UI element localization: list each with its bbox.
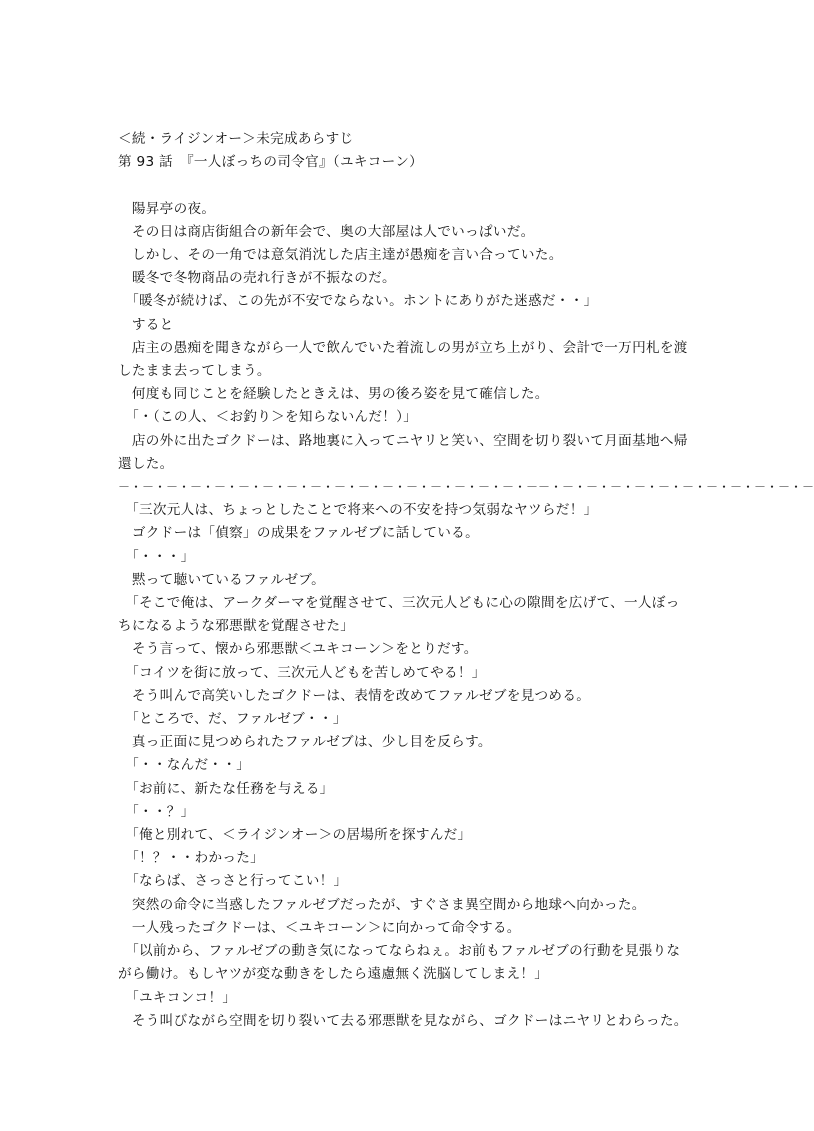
paragraph: 暖冬で冬物商品の売れ行きが不振なのだ。 (118, 270, 396, 287)
paragraph: 陽昇亭の夜。 (118, 200, 216, 217)
paragraph: 「ユキコンコ！」 (118, 989, 237, 1006)
paragraph: 「以前から、ファルゼブの動き気になってならねぇ。お前もファルゼブの行動を見張りながら働け。もしヤツが変な動きをしたら遠慮無く洗脳してしまえ！」 (118, 943, 681, 983)
paragraph: 「お前に、新たな任務を与える」 (118, 780, 334, 797)
paragraph: 「ならば、さっさと行ってこい！」 (118, 873, 348, 890)
paragraph: 店主の愚痴を聞きながら一人で飲んでいた着流しの男が立ち上がり、会計で一万円札を渡したまま去ってしまう。 (118, 339, 688, 380)
paragraph: 突然の命令に当惑したファルゼブだったが、すぐさま異空間から地球へ向かった。 (118, 896, 646, 913)
paragraph: 「三次元人は、ちょっとしたことで将来への不安を持つ気弱なヤツらだ！」 (118, 502, 598, 519)
paragraph: そう叫びながら空間を切り裂いて去る邪悪獣を見ながら、ゴクドーはニヤリとわらった。 (118, 1012, 688, 1029)
paragraph: 真っ正面に見つめられたファルゼブは、少し目を反らす。 (118, 734, 492, 751)
story-part-2 (118, 499, 688, 1033)
paragraph: そう言って、懐から邪悪獣＜ユキコーン＞をとりだす。 (118, 641, 478, 658)
paragraph: 「・・？」 (118, 803, 195, 820)
blank-line (118, 174, 688, 197)
paragraph: しかし、その一角では意気消沈した店主達が愚痴を言い合っていた。 (118, 247, 563, 263)
paragraph: 店の外に出たゴクドーは、路地裏に入ってニヤリと笑い、空間を切り裂いて月面基地へ帰還した。 (118, 432, 688, 472)
paragraph: すると (118, 316, 174, 333)
paragraph: 「コイツを街に放って、三次元人どもを苦しめてやる！」 (118, 664, 486, 681)
paragraph: 「・（この人、＜お釣り＞を知らないんだ！）」 (118, 409, 418, 426)
paragraph: ゴクドーは「偵察」の成果をファルゼブに話している。 (118, 525, 479, 542)
paragraph: そう叫んで高笑いしたゴクドーは、表情を改めてファルゼブを見つめる。 (118, 687, 591, 704)
paragraph: 「！？・・わかった」 (118, 850, 265, 867)
paragraph: 一人残ったゴクドーは、＜ユキコーン＞に向かって命令する。 (118, 919, 521, 936)
paragraph: 「・・なんだ・・」 (118, 757, 251, 774)
paragraph: 「そこで俺は、アークダーマを覚醒させて、三次元人どもに心の隙間を広げて、一人ぼっちになるような邪悪獣を覚醒させた」 (118, 595, 680, 635)
section-separator: －・－・－・－・－・－・－・－・－・－・－・－・－・－・－・－・－・－－・－・－・－・－・－・－・－・－・－・－・－ (118, 480, 814, 495)
story-part-1 (118, 198, 688, 476)
paragraph: 黙って聴いているファルゼブ。 (118, 571, 326, 588)
paragraph: その日は商店街組合の新年会で、奥の大部屋は人でいっぱいだ。 (118, 223, 535, 240)
paragraph: 「俺と別れて、＜ライジンオー＞の居場所を探すんだ」 (118, 827, 472, 844)
paragraph: 「・・・」 (118, 548, 195, 565)
series-title: ＜続・ライジンオー＞未完成あらすじ (118, 131, 354, 147)
paragraph: 「ところで、だ、ファルゼブ・・」 (118, 711, 347, 728)
document-page (118, 128, 814, 1033)
paragraph: 何度も同じことを経験したときえは、男の後ろ姿を見て確信した。 (118, 386, 549, 403)
episode-title: 第 93 話 『一人ぼっちの司令官』（ユキコーン） (118, 154, 424, 171)
paragraph: 「暖冬が続けば、この先が不安でならない。ホントにありがた迷惑だ・・」 (118, 293, 598, 310)
